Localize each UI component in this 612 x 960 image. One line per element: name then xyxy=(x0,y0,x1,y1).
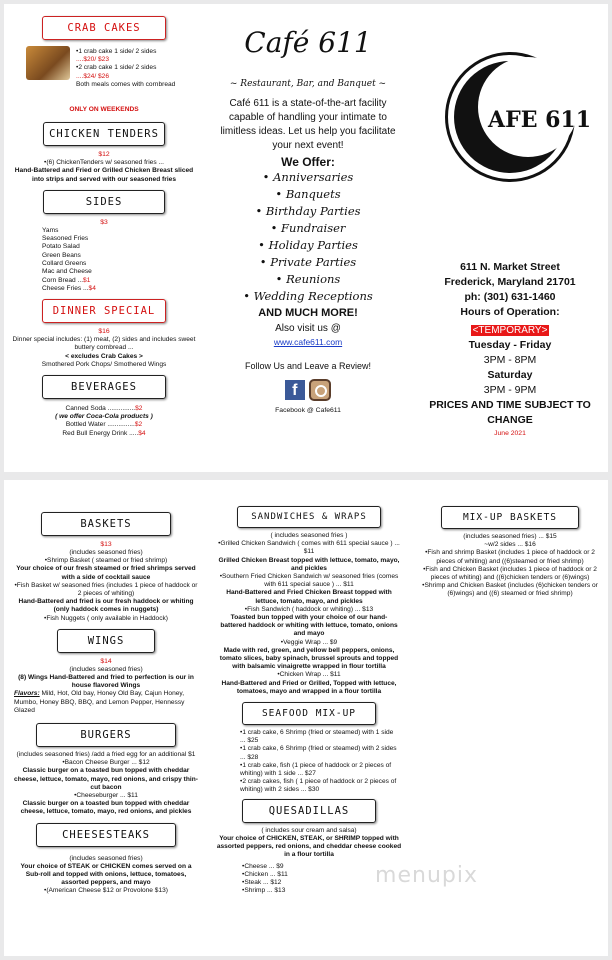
cheesesteaks-includes: (includes seasoned fries) xyxy=(69,854,143,862)
event-item: • Banquets xyxy=(275,187,341,201)
follow-us: Follow Us and Leave a Review! xyxy=(244,361,372,371)
event-label: Wedding Receptions xyxy=(253,289,373,303)
social-icons xyxy=(210,379,406,401)
prices-subject-note: PRICES AND TIME SUBJECT TO CHANGE xyxy=(429,399,591,426)
quesadillas-includes: ( includes sour cream and salsa) xyxy=(261,826,357,834)
fish-shrimp-basket: • Fish and shrimp Basket (includes 1 piece of haddock or 2 pieces of whiting) and ((6)steamed or fried shrimp) xyxy=(420,549,600,565)
flavors-label: Flavors: xyxy=(14,690,40,698)
left-menu-column xyxy=(4,4,204,472)
flavors-list: Mild, Hot, Old bay, Honey Old Bay, Cajun Honey, Mumbo, Honey BBQ, BBQ, and Lemon Pepper, Hennessy Glazed xyxy=(14,690,185,714)
cafe-title: Café 611 xyxy=(244,26,372,59)
seafood-list xyxy=(212,729,406,795)
side-item-price: $4 xyxy=(88,284,96,292)
cafe-subtitle: ~ Restaurant, Bar, and Banquet ~ xyxy=(229,79,387,89)
bacon-cheese-burger: • Bacon Cheese Burger ... $12 xyxy=(14,759,198,767)
side-item-name: Mac and Cheese xyxy=(42,268,92,276)
event-item: • Anniversaries xyxy=(262,170,354,184)
side-item-name: Yams xyxy=(42,226,59,234)
fish-basket: • Fish Basket w/ seasoned fries (includes 1 piece of haddock or 2 pieces of whiting) xyxy=(14,582,198,598)
seafood-item: • 1 crab cake, 6 Shrimp (fried or steamed) with 1 side ... $25 xyxy=(240,729,400,745)
grilled-chicken-sandwich: • Grilled Chicken Sandwich ( comes with 611 special sauce ) ... $11 xyxy=(218,540,400,556)
event-item: • Holiday Parties xyxy=(258,238,358,252)
baskets-includes: (includes seasoned fries) xyxy=(69,549,143,556)
bottled-water: Bottled Water ............... xyxy=(65,421,135,429)
red-bull: Red Bull Energy Drink ..... xyxy=(62,429,139,437)
facebook-handle: Facebook @ Cafe611 xyxy=(275,407,341,414)
red-bull-price: $4 xyxy=(138,429,146,437)
burgers-includes: (includes seasoned fries) /add a fried egg for an additional $1 xyxy=(16,751,196,759)
wings-header: WINGS xyxy=(57,629,155,653)
side-item xyxy=(42,260,204,268)
logo-text: AFE 611 xyxy=(488,107,592,133)
fish-nuggets: • Fish Nuggets ( only available in Haddock) xyxy=(14,615,198,623)
fish-sandwich: • Fish Sandwich ( haddock or whiting) ... $13 xyxy=(218,606,400,614)
event-item: • Fundraiser xyxy=(270,221,346,235)
side-item-name: Potato Salad xyxy=(42,243,80,251)
baskets-column xyxy=(4,480,208,956)
southern-fried-desc: Hand-Battered and Fried Chicken Breast topped with lettuce, tomato, mayo, and pickles xyxy=(226,589,392,605)
side-item-name: Collard Greens xyxy=(42,260,87,267)
quesadilla-item: • Cheese ... $9 xyxy=(242,863,406,871)
side-item xyxy=(42,235,204,243)
seafood-item: • 1 crab cake, 6 Shrimp (fried or steamed) with 2 sides ... $28 xyxy=(240,745,400,761)
shrimp-basket-desc: Your choice of our fresh steamed or fried shrimps served with a side of cocktail sauce xyxy=(16,565,196,581)
side-item-name: Cheese Fries ... xyxy=(42,284,89,292)
veggie-wrap-desc: Made with red, green, and yellow bell peppers, onions, tomato slices, baby spinach, brussel sprouts and topped with balsamic vinaigrette wrapped in flour tortilla xyxy=(219,646,399,671)
weekends-note: ONLY ON WEEKENDS xyxy=(69,106,139,113)
event-item: • Birthday Parties xyxy=(255,204,361,218)
side-item xyxy=(42,227,204,235)
side-item xyxy=(42,277,204,285)
crab-cake-price-1: ....$20/ $23 xyxy=(76,56,109,64)
side-item xyxy=(42,252,204,260)
weekday-days: Tuesday - Friday xyxy=(468,339,552,351)
fish-chicken-basket: • Fish and Chicken Basket (includes 1 piece of haddock or 2 pieces of whiting) and ((6)chicken tenders or (6)wings) xyxy=(420,566,600,582)
cafe-logo xyxy=(445,52,592,182)
seafood-item: • 2 crab cakes, fish ( 1 piece of haddock or 2 pieces of whiting) with 2 sides ... $30 xyxy=(240,778,400,794)
cheeseburger-desc: Classic burger on a toasted bun topped with cheddar cheese, lettuce, tomato, mayo, red onions, and pickles xyxy=(20,800,192,816)
side-item-name: Seasoned Fries xyxy=(42,235,89,243)
instagram-icon[interactable] xyxy=(309,379,331,401)
crab-cake-photo xyxy=(26,46,70,80)
veggie-wrap: • Veggie Wrap ... $9 xyxy=(218,639,400,647)
grilled-chicken-desc: Grilled Chicken Breast topped with lettuce, tomato, mayo, and pickles xyxy=(218,556,400,572)
wings-price: $14 xyxy=(100,657,112,665)
side-item xyxy=(42,243,204,251)
quesadilla-item: • Chicken ... $11 xyxy=(242,871,406,879)
burgers-header: BURGERS xyxy=(36,723,176,747)
event-item: • Private Parties xyxy=(259,255,357,269)
menupix-watermark: menupix xyxy=(375,863,478,888)
event-item: • Wedding Receptions xyxy=(243,289,373,303)
beverages-header: BEVERAGES xyxy=(42,375,166,399)
sandwiches-includes: ( includes seasoned fries ) xyxy=(270,532,348,539)
mixup-header: MIX-UP BASKETS xyxy=(441,506,579,529)
we-offer-heading: We Offer: xyxy=(281,155,335,169)
events-list xyxy=(210,169,406,305)
quesadillas-header: QUESADILLAS xyxy=(242,799,376,823)
quesadilla-item: • Shrimp ... $13 xyxy=(242,887,406,895)
baskets-price: $13 xyxy=(100,541,112,548)
wings-desc: (8) Wings Hand-Battered and fried to perfection is our in house flavored Wings xyxy=(18,674,194,690)
visit-us: Also visit us @ xyxy=(275,323,341,334)
menu-back-panel xyxy=(4,480,608,956)
bacon-burger-desc: Classic burger on a toasted bun topped with cheddar cheese, lettuce, tomato, mayo, red onions, and crispy thin-cut bacon xyxy=(14,767,198,791)
side-item-price: $1 xyxy=(83,276,91,284)
event-item: • Reunions xyxy=(275,272,341,286)
crab-cake-option-1: • 1 crab cake 1 side/ 2 sides xyxy=(76,48,200,56)
event-label: Holiday Parties xyxy=(268,238,358,252)
crab-cake-price-2: ....$24/ $26 xyxy=(76,72,109,80)
dinner-special-header: DINNER SPECIAL xyxy=(42,299,166,323)
sides-price: $3 xyxy=(100,218,108,226)
crab-cake-option-2: • 2 crab cake 1 side/ 2 sides xyxy=(76,64,200,72)
chicken-tenders-price: $12 xyxy=(98,151,110,159)
quesadilla-item: • Steak ... $12 xyxy=(242,879,406,887)
event-label: Birthday Parties xyxy=(265,204,361,218)
wings-includes: (includes seasoned fries) xyxy=(69,665,143,673)
info-column xyxy=(412,4,608,472)
southern-fried-sandwich: • Southern Fried Chicken Sandwich w/ seasoned fries (comes with 611 special sauce ) ... $11 xyxy=(218,573,400,589)
event-label: Anniversaries xyxy=(273,170,354,184)
bottled-water-price: $2 xyxy=(134,421,143,429)
temporary-badge: <TEMPORARY> xyxy=(472,325,548,336)
sandwiches-header: SANDWICHES & WRAPS xyxy=(237,506,381,528)
menu-date: June 2021 xyxy=(494,430,526,437)
cheesesteaks-header: CHEESESTEAKS xyxy=(36,823,176,847)
sides-header: SIDES xyxy=(43,190,165,214)
canned-soda-price: $2 xyxy=(135,405,143,412)
side-item-name: Corn Bread ... xyxy=(42,276,84,284)
website-link[interactable]: www.cafe611.com xyxy=(273,337,343,347)
crab-cake-note: Both meals comes with cornbread xyxy=(76,80,176,88)
shrimp-basket: • Shrimp Basket ( steamed or fried shrimp) xyxy=(14,557,198,565)
side-item xyxy=(42,268,204,276)
address-street: 611 N. Market Street xyxy=(460,261,560,273)
fish-basket-desc: Hand-Battered and fried is our fresh haddock or whiting (only haddock comes in nuggets) xyxy=(18,598,194,614)
dinner-special-exclusion: < excludes Crab Cakes > xyxy=(65,352,143,360)
moon-logo-icon xyxy=(448,55,592,179)
side-item-name: Green Beans xyxy=(42,251,81,259)
cheeseburger: • Cheeseburger ... $11 xyxy=(14,792,198,800)
events-column xyxy=(210,4,406,472)
canned-soda: Canned Soda ............... xyxy=(65,405,136,412)
hours-label: Hours of Operation: xyxy=(460,306,560,318)
seafood-header: SEAFOOD MIX-UP xyxy=(242,702,376,725)
crab-cakes-header: CRAB CAKES xyxy=(42,16,166,40)
chicken-tenders-item: • (6) ChickenTenders w/ seasoned fries ... xyxy=(12,159,196,167)
phone-number[interactable]: ph: (301) 631-1460 xyxy=(464,291,556,303)
chicken-tenders-desc: Hand-Battered and Fried or Grilled Chicken Breast sliced into strips and served with our seasoned fries xyxy=(14,167,194,183)
mixup-includes: (includes seasoned fries) ... $15 xyxy=(463,533,557,540)
side-item xyxy=(42,285,204,293)
menu-front-panel xyxy=(4,4,608,472)
chicken-wrap-desc: Hand-Battered and Fried or Grilled, Topped with lettuce, tomatoes, mayo and wrapped in a flour tortilla xyxy=(221,679,397,695)
saturday-hours: 3PM - 9PM xyxy=(483,384,537,396)
event-label: Banquets xyxy=(285,187,341,201)
saturday-day: Saturday xyxy=(487,369,533,381)
mixup-two-sides: ~w/2 sides ... $16 xyxy=(484,541,536,549)
event-label: Fundraiser xyxy=(281,221,346,235)
chicken-tenders-header: CHICKEN TENDERS xyxy=(43,122,165,146)
event-label: Private Parties xyxy=(270,255,357,269)
dinner-special-price: $16 xyxy=(98,328,110,336)
weekday-hours: 3PM - 8PM xyxy=(483,354,537,366)
dinner-special-meats: Smothered Pork Chops/ Smothered Wings xyxy=(41,360,167,368)
sides-list xyxy=(4,227,204,293)
quesadillas-desc: Your choice of CHICKEN, STEAK, or SHRIMP topped with assorted peppers, red onions, and cheddar cheese cooked in a flour tortilla xyxy=(216,834,402,859)
much-more: AND MUCH MORE! xyxy=(258,307,358,319)
chicken-wrap: • Chicken Wrap ... $11 xyxy=(218,671,400,679)
cheesesteaks-cheese-options: • (American Cheese $12 or Provolone $13) xyxy=(14,887,198,895)
baskets-header: BASKETS xyxy=(41,512,171,536)
cafe-intro: Café 611 is a state-of-the-art facility capable of handling your intimate to limitless ideas. Let us help you facilitate your next event! xyxy=(220,98,396,151)
coca-cola-note: ( we offer Coca-Cola products ) xyxy=(55,413,153,421)
address-city: Frederick, Maryland 21701 xyxy=(444,276,576,288)
cheesesteaks-desc: Your choice of STEAK or CHICKEN comes served on a Sub-roll and topped with onions, lettuce, tomatoes, assorted peppers, and mayo xyxy=(20,862,192,887)
facebook-icon[interactable]: f xyxy=(285,380,305,400)
dinner-special-desc: Dinner special includes: (1) meat, (2) sides and includes sweet buttery cornbread ... xyxy=(12,336,196,352)
fish-sandwich-desc: Toasted bun topped with your choice of our hand-battered haddock or whiting with lettuce, tomato, onions and mayo xyxy=(220,614,398,638)
event-label: Reunions xyxy=(286,272,341,286)
seafood-item: • 1 crab cake, fish (1 piece of haddock or 2 pieces of whiting) with 1 side ... $27 xyxy=(240,762,400,778)
shrimp-chicken-basket: • Shrimp and Chicken Basket (includes (6)chicken tenders or (6)wings) and ((6) steamed or fried shrimp) xyxy=(420,582,600,598)
